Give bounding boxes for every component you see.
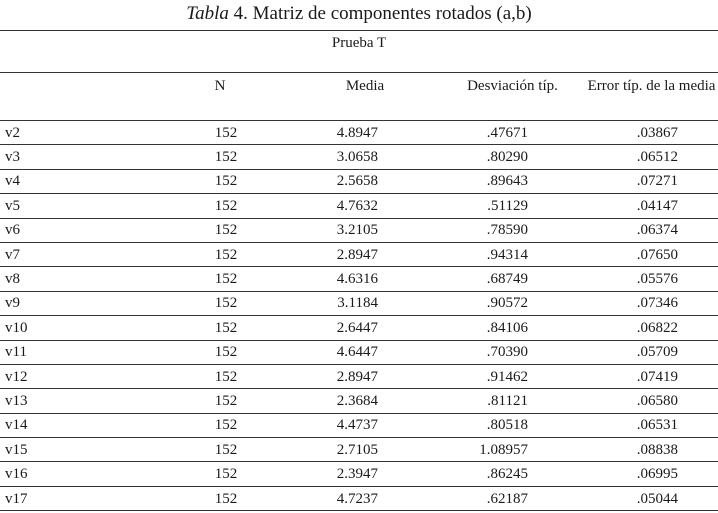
table-row	[0, 121, 718, 145]
group-header: Prueba T	[0, 31, 718, 73]
cell-error: .07650	[585, 242, 718, 266]
cell-desviacion: .68749	[440, 267, 585, 291]
cell-n: 152	[150, 316, 290, 340]
cell-n: 152	[150, 389, 290, 413]
table-row	[0, 438, 718, 462]
column-header-media: Media	[290, 73, 440, 121]
cell-media: 2.8947	[290, 364, 440, 388]
cell-media: 3.1184	[290, 291, 440, 315]
cell-variable: v12	[0, 364, 150, 388]
cell-media: 4.4737	[290, 413, 440, 437]
cell-variable: v5	[0, 194, 150, 218]
cell-media: 4.6447	[290, 340, 440, 364]
table-row	[0, 169, 718, 193]
cell-error: .05709	[585, 340, 718, 364]
cell-desviacion: .81121	[440, 389, 585, 413]
cell-variable: v9	[0, 291, 150, 315]
table-row	[0, 242, 718, 266]
table-body	[0, 121, 718, 511]
table-row	[0, 218, 718, 242]
cell-variable: v16	[0, 462, 150, 486]
caption-title: Matriz de componentes rotados (a,b)	[252, 3, 532, 24]
cell-desviacion: .91462	[440, 364, 585, 388]
cell-error: .06995	[585, 462, 718, 486]
cell-n: 152	[150, 121, 290, 145]
cell-n: 152	[150, 486, 290, 510]
cell-media: 2.6447	[290, 316, 440, 340]
cell-media: 2.5658	[290, 169, 440, 193]
table-row	[0, 194, 718, 218]
cell-error: .05576	[585, 267, 718, 291]
cell-error: .06374	[585, 218, 718, 242]
cell-n: 152	[150, 194, 290, 218]
table-row	[0, 486, 718, 510]
cell-n: 152	[150, 169, 290, 193]
cell-media: 2.8947	[290, 242, 440, 266]
cell-error: .07346	[585, 291, 718, 315]
column-header-error: Error típ. de la media	[585, 73, 718, 121]
cell-variable: v8	[0, 267, 150, 291]
cell-variable: v11	[0, 340, 150, 364]
table-caption	[0, 0, 718, 30]
column-header-n: N	[150, 73, 290, 121]
cell-error: .07419	[585, 364, 718, 388]
cell-error: .06531	[585, 413, 718, 437]
cell-n: 152	[150, 218, 290, 242]
cell-variable: v2	[0, 121, 150, 145]
column-header-row	[0, 73, 718, 121]
cell-n: 152	[150, 291, 290, 315]
caption-number: 4.	[233, 3, 248, 24]
cell-variable: v4	[0, 169, 150, 193]
cell-media: 2.3684	[290, 389, 440, 413]
cell-variable: v13	[0, 389, 150, 413]
group-header-row	[0, 31, 718, 73]
cell-desviacion: .90572	[440, 291, 585, 315]
cell-media: 3.0658	[290, 145, 440, 169]
table-row	[0, 316, 718, 340]
caption-label: Tabla	[186, 3, 229, 24]
cell-variable: v6	[0, 218, 150, 242]
cell-variable: v10	[0, 316, 150, 340]
cell-media: 2.3947	[290, 462, 440, 486]
column-header-variable	[0, 73, 150, 121]
cell-error: .06580	[585, 389, 718, 413]
cell-error: .08838	[585, 438, 718, 462]
table-row	[0, 291, 718, 315]
cell-desviacion: .51129	[440, 194, 585, 218]
table-row	[0, 462, 718, 486]
cell-desviacion: .78590	[440, 218, 585, 242]
cell-desviacion: .62187	[440, 486, 585, 510]
table-row	[0, 413, 718, 437]
table-row	[0, 340, 718, 364]
cell-desviacion: .84106	[440, 316, 585, 340]
cell-media: 2.7105	[290, 438, 440, 462]
cell-error: .04147	[585, 194, 718, 218]
cell-variable: v3	[0, 145, 150, 169]
cell-desviacion: .47671	[440, 121, 585, 145]
cell-n: 152	[150, 462, 290, 486]
cell-error: .06512	[585, 145, 718, 169]
cell-n: 152	[150, 364, 290, 388]
cell-media: 4.7237	[290, 486, 440, 510]
cell-desviacion: .80290	[440, 145, 585, 169]
column-header-desviacion: Desviación típ.	[440, 73, 585, 121]
cell-n: 152	[150, 242, 290, 266]
cell-error: .03867	[585, 121, 718, 145]
table-row	[0, 389, 718, 413]
cell-variable: v14	[0, 413, 150, 437]
cell-desviacion: .94314	[440, 242, 585, 266]
cell-n: 152	[150, 413, 290, 437]
cell-desviacion: .89643	[440, 169, 585, 193]
table-row	[0, 267, 718, 291]
cell-n: 152	[150, 267, 290, 291]
cell-error: .06822	[585, 316, 718, 340]
cell-n: 152	[150, 145, 290, 169]
cell-n: 152	[150, 340, 290, 364]
cell-desviacion: .80518	[440, 413, 585, 437]
cell-media: 3.2105	[290, 218, 440, 242]
cell-variable: v7	[0, 242, 150, 266]
cell-n: 152	[150, 438, 290, 462]
cell-error: .07271	[585, 169, 718, 193]
cell-desviacion: .86245	[440, 462, 585, 486]
table-row	[0, 364, 718, 388]
cell-error: .05044	[585, 486, 718, 510]
cell-desviacion: 1.08957	[440, 438, 585, 462]
table-row	[0, 145, 718, 169]
cell-variable: v17	[0, 486, 150, 510]
cell-media: 4.7632	[290, 194, 440, 218]
cell-desviacion: .70390	[440, 340, 585, 364]
statistics-table	[0, 30, 718, 511]
cell-variable: v15	[0, 438, 150, 462]
cell-media: 4.6316	[290, 267, 440, 291]
cell-media: 4.8947	[290, 121, 440, 145]
